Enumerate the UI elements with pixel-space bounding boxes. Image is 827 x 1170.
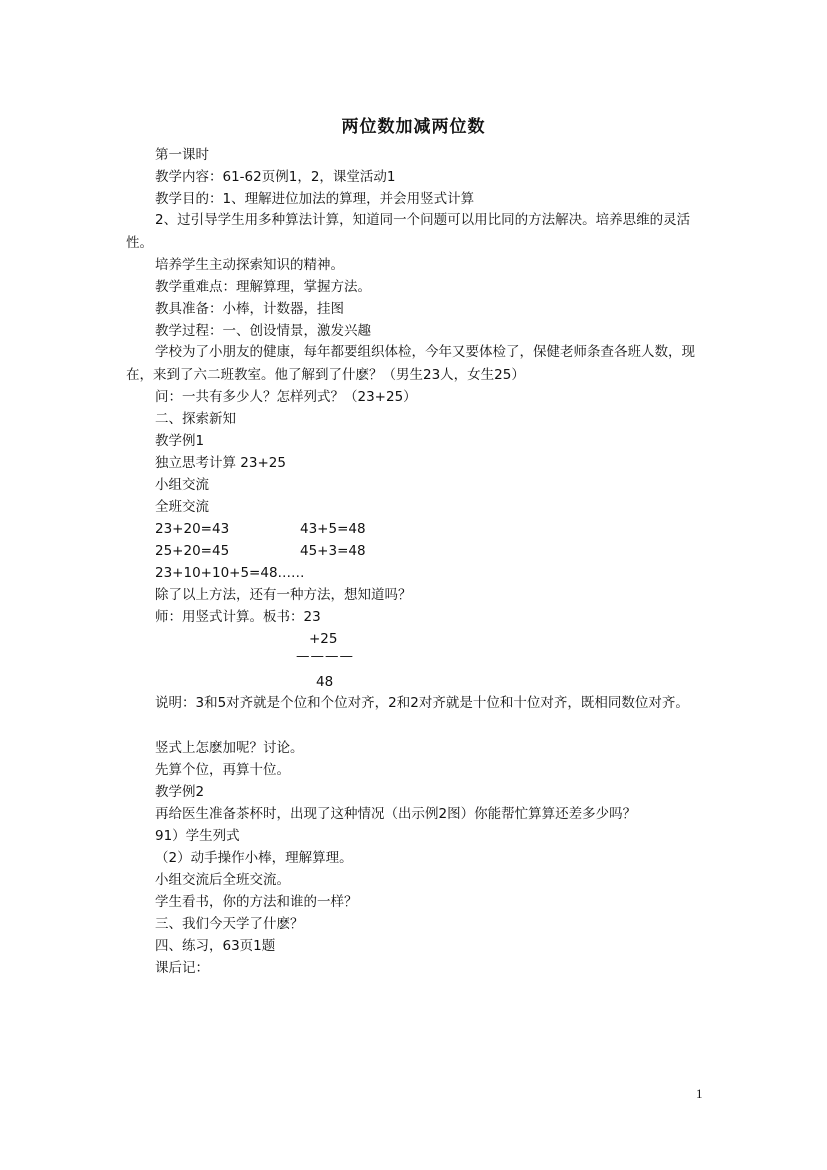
class-exchange: 全班交流 — [155, 499, 209, 515]
practice-heading: 四、练习，63页1题 — [155, 938, 276, 954]
independent-calc: 独立思考计算 23+25 — [155, 455, 286, 471]
example-2-scenario: 再给医生准备茶杯时，出现了这种情况（出示例2图）你能帮忙算算还差多少吗？ — [155, 806, 637, 822]
vertical-calc-intro: 师：用竖式计算。板书：23 — [155, 609, 321, 625]
equation-3: 23+10+10+5=48…… — [155, 565, 305, 581]
alignment-explanation: 说明：3和5对齐就是个位和个位对齐，2和2对齐就是十位和十位对齐，既相同数位对齐。 — [155, 695, 689, 711]
vertical-addend: +25 — [309, 631, 338, 647]
equation-1b: 43+5=48 — [300, 521, 366, 537]
hands-on-line: （2）动手操作小棒，理解算理。 — [155, 850, 353, 866]
scenario-paragraph: 学校为了小朋友的健康，每年都要组织体检，今年又要体检了，保健老师条查各班人数，现在，来到了六二班教室。他了解到了什麽？（男生23人，女生25） — [126, 344, 695, 383]
vertical-rule: ———— — [296, 648, 354, 664]
other-method: 除了以上方法，还有一种方法，想知道吗？ — [155, 587, 412, 603]
section-explore: 二、探索新知 — [155, 411, 236, 427]
summary-heading: 三、我们今天学了什麽？ — [155, 916, 304, 932]
teaching-goal-2: 2、过引导学生用多种算法计算，知道同一个问题可以用比同的方法解决。培养思维的灵活性。 — [126, 212, 691, 251]
teaching-process: 教学过程：一、创设情景，激发兴趣 — [155, 323, 371, 339]
group-exchange: 小组交流 — [155, 477, 209, 493]
teaching-content: 教学内容：61-62页例1，2，课堂活动1 — [155, 169, 396, 185]
equation-2a: 25+20=45 — [155, 543, 230, 559]
teaching-goal-3: 培养学生主动探索知识的精神。 — [155, 257, 344, 273]
after-class-notes: 课后记： — [155, 960, 209, 976]
teaching-goal: 教学目的：1、理解进位加法的算理，并会用竖式计算 — [155, 191, 475, 207]
equation-1a: 23+20=43 — [155, 521, 230, 537]
student-expression: 91）学生列式 — [155, 828, 240, 844]
example-2-heading: 教学例2 — [155, 784, 205, 800]
document-title: 两位数加减两位数 — [341, 117, 486, 137]
vertical-result: 48 — [316, 674, 334, 690]
read-book-line: 学生看书，你的方法和谁的一样？ — [155, 894, 358, 910]
equation-2b: 45+3=48 — [300, 543, 366, 559]
page-number: 1 — [696, 1086, 703, 1101]
group-then-class: 小组交流后全班交流。 — [155, 872, 290, 888]
discussion-line: 竖式上怎麽加呢？讨论。 — [155, 740, 304, 756]
teaching-aids: 教具准备：小棒，计数器，挂图 — [155, 301, 344, 317]
example-1-heading: 教学例1 — [155, 433, 205, 449]
key-difficulty: 教学重难点：理解算理，掌握方法。 — [155, 279, 371, 295]
lesson-period: 第一课时 — [155, 147, 209, 163]
order-line: 先算个位，再算十位。 — [155, 762, 290, 778]
question-line: 问：一共有多少人？怎样列式？（23+25） — [155, 389, 417, 405]
